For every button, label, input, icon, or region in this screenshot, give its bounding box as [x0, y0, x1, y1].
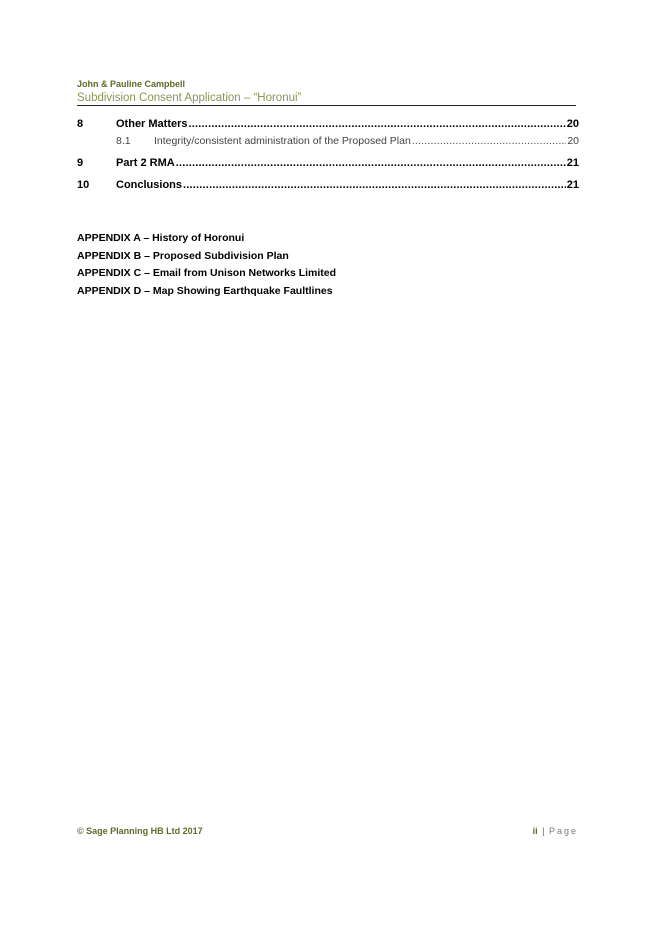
appendix-list — [77, 230, 336, 301]
toc-entry-page: 21 — [566, 179, 579, 191]
header-divider — [77, 105, 576, 106]
footer-copyright: © Sage Planning HB Ltd 2017 — [77, 826, 203, 836]
header-document-title: Subdivision Consent Application – “Horonui” — [77, 92, 302, 104]
appendix-d[interactable]: APPENDIX D – Map Showing Earthquake Faultlines — [77, 285, 333, 298]
toc-entry-8[interactable] — [77, 118, 579, 130]
toc-entry-title: Integrity/consistent administration of the Proposed Plan — [154, 135, 411, 147]
toc-entry-number: 10 — [77, 179, 90, 191]
toc-entry-page: 21 — [566, 157, 579, 169]
toc-leader-dots — [176, 157, 566, 169]
footer-page-word: Page — [548, 826, 578, 836]
footer-separator: | — [542, 826, 545, 836]
footer-page-number: ii — [532, 826, 538, 836]
toc-entry-number: 9 — [77, 157, 84, 169]
appendix-a[interactable]: APPENDIX A – History of Horonui — [77, 232, 245, 244]
toc-entry-page: 20 — [566, 118, 579, 130]
toc-leader-dots — [412, 135, 567, 147]
appendix-b[interactable]: APPENDIX B – Proposed Subdivision Plan — [77, 249, 289, 262]
appendix-c[interactable]: APPENDIX C – Email from Unison Networks Limited — [77, 267, 337, 280]
toc-entry-number: 8 — [77, 118, 84, 130]
toc-entry-title: Other Matters — [116, 118, 188, 130]
toc-entry-number: 8.1 — [116, 135, 131, 147]
toc-leader-dots — [183, 179, 566, 191]
footer-page-label — [533, 826, 578, 836]
toc-entry-9[interactable] — [77, 157, 579, 169]
toc-entry-title: Part 2 RMA — [116, 157, 175, 169]
toc-leader-dots — [189, 118, 566, 130]
toc-entry-8-1[interactable] — [77, 135, 579, 147]
toc-entry-page: 20 — [567, 135, 579, 147]
toc-entry-10[interactable] — [77, 179, 579, 191]
toc-entry-title: Conclusions — [116, 179, 183, 191]
page-header — [77, 79, 576, 105]
header-client-name: John & Pauline Campbell — [77, 79, 186, 89]
